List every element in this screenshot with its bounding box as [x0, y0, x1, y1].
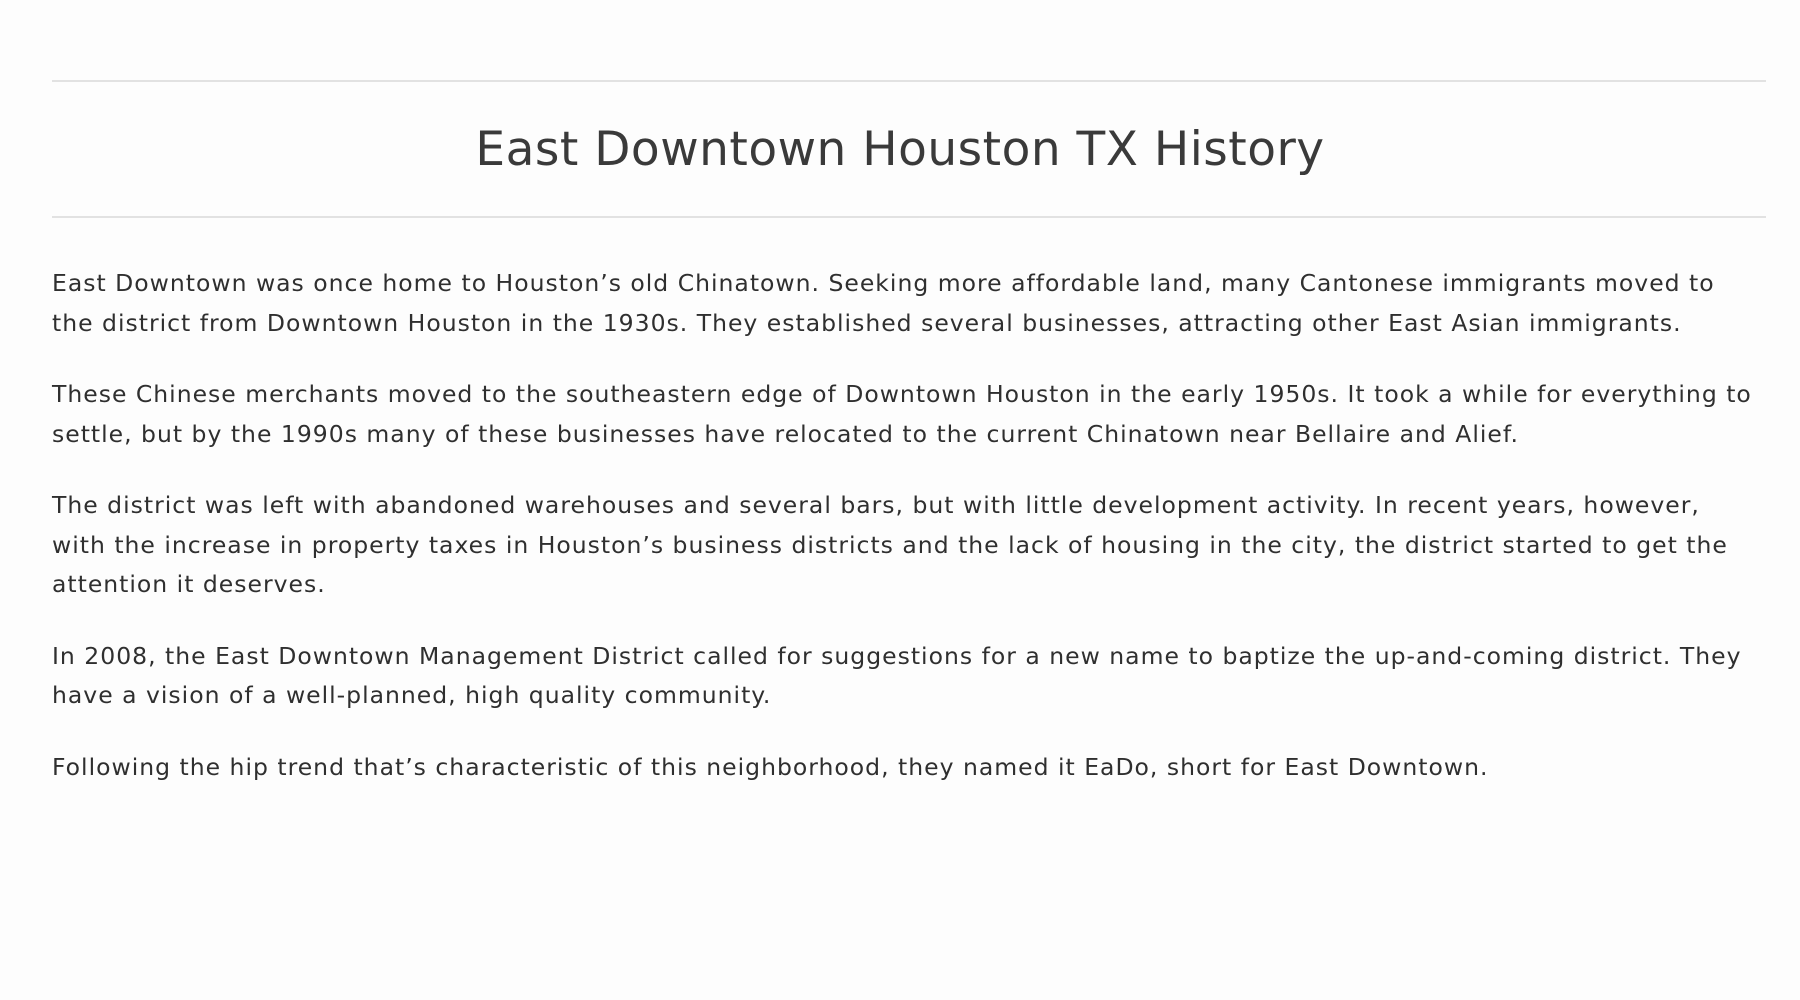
title-divider	[52, 216, 1766, 218]
paragraph-1: East Downtown was once home to Houston’s old Chinatown. Seeking more affordable land, many Cantonese immigrants moved to the district from Downtown Houston in the 1930s. They established several businesses, attracting other East Asian immigrants.	[52, 269, 1715, 337]
page-title: East Downtown Houston TX History	[475, 122, 1325, 177]
paragraph-4: In 2008, the East Downtown Management District called for suggestions for a new name to baptize the up-and-coming district. They have a vision of a well-planned, high quality community.	[52, 641, 1742, 709]
paragraph-2: These Chinese merchants moved to the southeastern edge of Downtown Houston in the early 1950s. It took a while for everything to settle, but by the 1990s many of these businesses have relocated to the current Chinatown near Bellaire and Alief.	[52, 380, 1752, 448]
paragraph-5: Following the hip trend that’s characteristic of this neighborhood, they named it EaDo, short for East Downtown.	[52, 752, 1489, 781]
article-body	[52, 264, 1752, 819]
top-divider	[52, 80, 1766, 82]
paragraph-3: The district was left with abandoned warehouses and several bars, but with little development activity. In recent years, however, with the increase in property taxes in Houston’s business districts and the lack of housing in the city, the district started to get the attention it deserves.	[52, 491, 1728, 598]
